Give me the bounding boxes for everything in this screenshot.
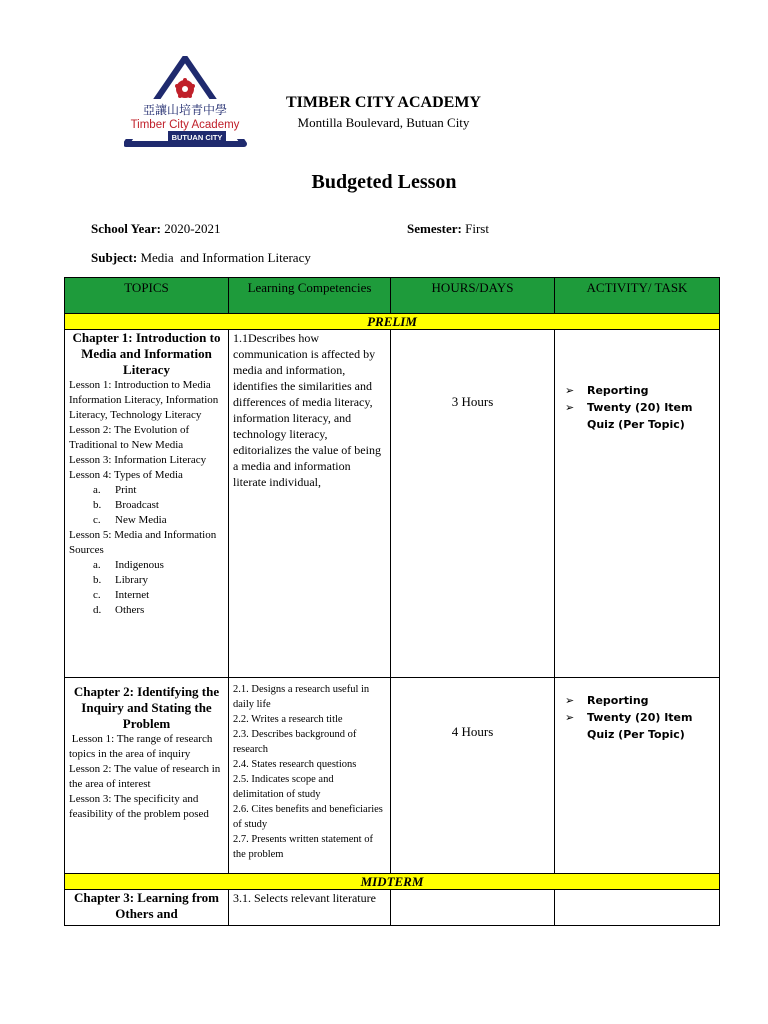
chapter1-lesson4: Lesson 4: Types of Media [69, 469, 183, 481]
school-name: TIMBER CITY ACADEMY [286, 94, 481, 111]
table-row [65, 330, 720, 678]
chapter2-competency: 2.3. Describes background of research [233, 729, 357, 755]
list-item: ➢ Reporting [565, 694, 649, 707]
chapter3-topics-cell [65, 890, 229, 926]
arrow-bullet-icon: ➢ [565, 694, 575, 707]
school-year-value: 2020-2021 [164, 221, 221, 236]
chapter1-lesson3: Lesson 3: Information Literacy [69, 454, 207, 466]
chapter1-hours: 3 Hours [391, 330, 555, 678]
table-row [65, 678, 720, 874]
chapter1-lesson5: Lesson 5: Media and Information Sources [69, 529, 217, 556]
school-address: Montilla Boulevard, Butuan City [297, 115, 470, 130]
chapter2-hours: 4 Hours [391, 678, 555, 874]
list-item: a. Print [93, 484, 137, 496]
prelim-row [65, 314, 720, 330]
arrow-bullet-icon: ➢ [565, 401, 575, 414]
chapter2-competency: 2.7. Presents written statement of the problem [233, 834, 373, 860]
chapter1-competency: 1.1Describes how communication is affected by media and information, identifies the similarities and differences of media literacy, information literacy, and technology literacy, editorializes the value of being a media and information literate individual, [233, 331, 381, 489]
subject-label: Subject: [91, 250, 138, 265]
prelim-label: PRELIM [65, 314, 720, 330]
semester-label: Semester: [407, 221, 462, 236]
table-header-row [65, 278, 720, 314]
school-year [91, 221, 221, 237]
header-hours-days: HOURS/DAYS [391, 278, 555, 314]
midterm-label: MIDTERM [65, 874, 720, 890]
chapter3-activity-cell [555, 890, 720, 926]
semester [407, 221, 489, 237]
logo-chinese-text: 亞讓山培青中學 [142, 103, 228, 117]
list-item: c. Internet [93, 589, 150, 601]
midterm-row [65, 874, 720, 890]
chapter2-lesson: Lesson 1: The range of research topics in the area of inquiry [69, 733, 216, 760]
table-row [65, 890, 720, 926]
logo-city-text: BUTUAN CITY [171, 133, 223, 142]
list-item: ➢ Reporting [565, 384, 649, 397]
list-item: ➢ Twenty (20) Item Quiz (Per Topic) [565, 401, 693, 431]
subject [91, 250, 311, 266]
chapter2-competency: 2.5. Indicates scope and delimitation of study [233, 774, 334, 800]
semester-value: First [465, 221, 489, 236]
chapter1-title: Chapter 1: Introduction to Media and Information Literacy [72, 330, 221, 377]
header-activity-task: ACTIVITY/ TASK [555, 278, 720, 314]
chapter1-topics-cell [65, 330, 229, 678]
list-item: ➢ Twenty (20) Item Quiz (Per Topic) [565, 711, 693, 741]
chapter1-lesson1: Lesson 1: Introduction to Media Information Literacy, Information Literacy, Technology Literacy Lesson 2: The Evolution of Traditional to New Media [69, 379, 219, 451]
school-year-label: School Year: [91, 221, 161, 236]
chapter3-competency-cell [229, 890, 391, 926]
chapter2-competency: 2.4. States research questions [233, 759, 357, 770]
school-logo [124, 56, 256, 148]
lesson-table [64, 277, 720, 926]
chapter2-lesson: Lesson 2: The value of research in the area of interest [69, 763, 221, 790]
chapter2-competency-cell [229, 678, 391, 874]
document-title: Budgeted Lesson [311, 171, 457, 193]
chapter3-competency: 3.1. Selects relevant literature [233, 891, 376, 905]
arrow-bullet-icon: ➢ [565, 711, 575, 724]
chapter1-activity-cell [555, 330, 720, 678]
chapter2-competency: 2.6. Cites benefits and beneficiaries of study [233, 804, 383, 830]
chapter1-competency-cell [229, 330, 391, 678]
chapter3-title: Chapter 3: Learning from Others and [73, 890, 220, 921]
subject-value: Media and Information Literacy [140, 250, 311, 265]
chapter2-lesson: Lesson 3: The specificity and feasibility of the problem posed [69, 793, 209, 820]
chapter2-topics-cell [65, 678, 229, 874]
chapter2-activity-cell [555, 678, 720, 874]
chapter3-hours [391, 890, 555, 926]
chapter2-competency: 2.1. Designs a research useful in daily life [233, 684, 370, 710]
chapter2-competency: 2.2. Writes a research title [233, 714, 343, 725]
list-item: d. Others [93, 604, 145, 616]
header-learning-competencies: Learning Competencies [229, 278, 391, 314]
list-item: b. Library [93, 574, 148, 586]
chapter2-title: Chapter 2: Identifying the Inquiry and Stating the Problem [73, 684, 220, 731]
arrow-bullet-icon: ➢ [565, 384, 575, 397]
header-topics: TOPICS [65, 278, 229, 314]
list-item: a. Indigenous [93, 559, 164, 571]
list-item: b. Broadcast [93, 499, 159, 511]
logo-english-text: Timber City Academy [130, 119, 240, 131]
list-item: c. New Media [93, 514, 167, 526]
